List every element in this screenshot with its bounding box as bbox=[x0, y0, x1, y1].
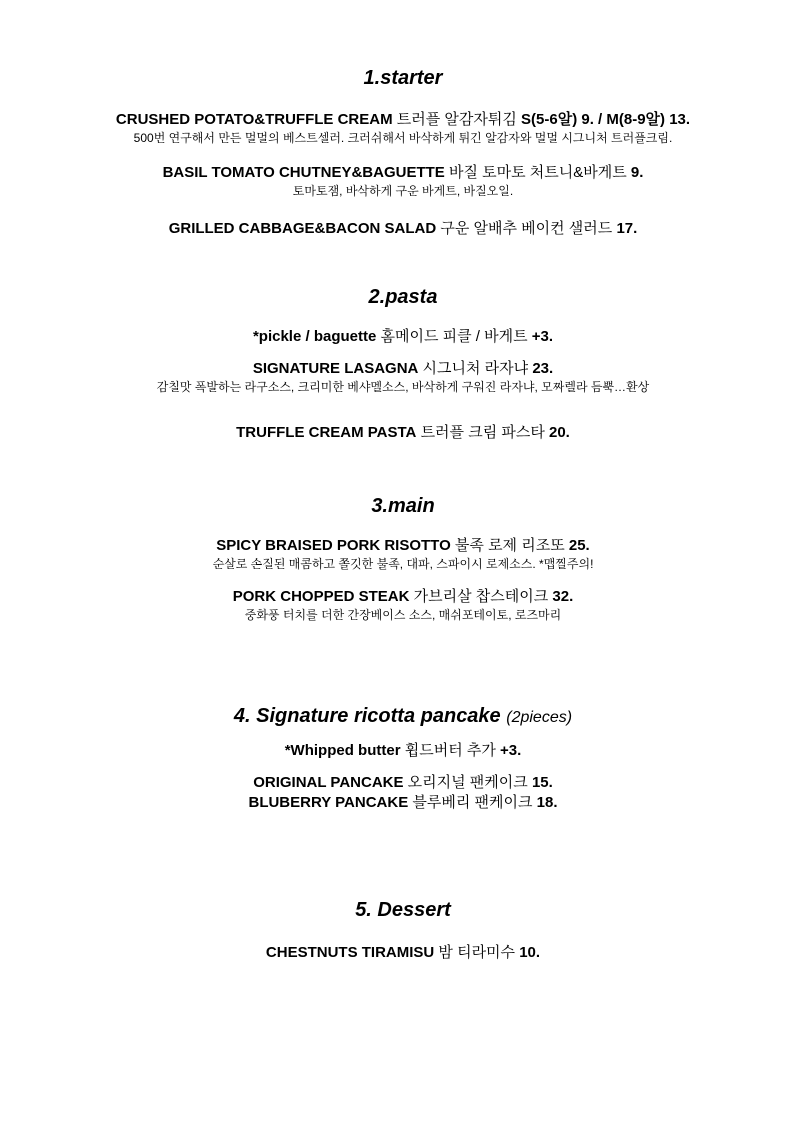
item-price: 9. bbox=[630, 164, 644, 181]
item-price: 23. bbox=[532, 360, 554, 377]
section-title-dessert: 5. Dessert bbox=[355, 899, 451, 921]
item-price: 15. bbox=[531, 774, 553, 791]
menu-item-blueberry-pancake bbox=[0, 794, 806, 812]
note-name-ko: 휩드버터 추가 bbox=[404, 742, 496, 759]
item-price: S(5-6알) 9. / M(8-9알) 13. bbox=[521, 111, 691, 128]
item-price: 20. bbox=[549, 424, 570, 441]
menu-item-signature-lasagna bbox=[0, 360, 806, 378]
item-name-en: GRILLED CABBAGE&BACON SALAD bbox=[168, 220, 437, 237]
section-title-main: 3.main bbox=[371, 495, 435, 517]
item-name-ko: 트러플 크림 파스타 bbox=[420, 424, 545, 441]
section-title-text: 4. Signature ricotta pancake bbox=[233, 705, 501, 727]
note-price: +3. bbox=[500, 742, 522, 759]
item-price: 10. bbox=[519, 944, 541, 961]
menu-item-pork-risotto bbox=[0, 537, 806, 555]
section-subtitle: (2pieces) bbox=[506, 709, 573, 726]
item-name-en: BLUBERRY PANCAKE bbox=[248, 794, 409, 811]
item-name-ko: 불족 로제 리조또 bbox=[454, 537, 565, 554]
item-description: 토마토잼, 바삭하게 구운 바게트, 바질오일. bbox=[292, 184, 514, 198]
note-name-en: *Whipped butter bbox=[284, 742, 401, 759]
item-name-ko: 블루베리 팬케이크 bbox=[412, 794, 533, 811]
section-title-pancake bbox=[0, 704, 806, 730]
item-name-ko: 트러플 알감자튀김 bbox=[396, 111, 517, 128]
item-name-ko: 구운 알배추 베이컨 샐러드 bbox=[440, 220, 613, 237]
item-name-ko: 시그니처 라자냐 bbox=[422, 360, 529, 377]
item-name-ko: 밤 티라미수 bbox=[438, 944, 516, 961]
section-title-pasta: 2.pasta bbox=[368, 286, 438, 308]
item-name-en: BASIL TOMATO CHUTNEY&BAGUETTE bbox=[162, 164, 445, 181]
note-name-ko: 홈메이드 피클 / 바게트 bbox=[380, 328, 528, 345]
item-description: 순살로 손질된 매콤하고 쫄깃한 불족, 대파, 스파이시 로제소스. *맵찔주의! bbox=[212, 557, 594, 571]
menu-item-chopped-steak bbox=[0, 588, 806, 606]
pasta-side-note bbox=[0, 328, 806, 346]
item-price: 17. bbox=[616, 220, 638, 237]
item-name-ko: 가브리살 찹스테이크 bbox=[413, 588, 549, 605]
menu-item-truffle-pasta bbox=[0, 424, 806, 442]
item-description: 감칠맛 폭발하는 라구소스, 크리미한 베샤멜소스, 바삭하게 구워진 라자냐, 모짜렐라 듬뿍…환상 bbox=[156, 380, 650, 394]
item-name-en: TRUFFLE CREAM PASTA bbox=[236, 424, 417, 441]
note-name-en: *pickle / baguette bbox=[252, 328, 377, 345]
item-name-ko: 오리지널 팬케이크 bbox=[407, 774, 528, 791]
menu-item-cabbage-salad bbox=[0, 220, 806, 238]
menu-item-original-pancake bbox=[0, 774, 806, 792]
item-description: 중화풍 터치를 더한 간장베이스 소스, 매쉬포테이토, 로즈마리 bbox=[244, 608, 562, 622]
item-price: 25. bbox=[568, 537, 590, 554]
pancake-side-note bbox=[0, 742, 806, 760]
item-name-ko: 바질 토마토 처트니&바게트 bbox=[448, 164, 627, 181]
item-name-en: CRUSHED POTATO&TRUFFLE CREAM bbox=[115, 111, 393, 128]
item-price: 18. bbox=[536, 794, 558, 811]
menu-item-chestnut-tiramisu bbox=[0, 944, 806, 962]
item-description: 500번 연구해서 만든 멀멀의 베스트셀러. 크러쉬해서 바삭하게 튀긴 알감자와 멀멀 시그니처 트러플크림. bbox=[133, 131, 673, 145]
section-title-starter: 1.starter bbox=[363, 67, 443, 89]
item-price: 32. bbox=[552, 588, 574, 605]
item-name-en: PORK CHOPPED STEAK bbox=[232, 588, 410, 605]
menu-item-crushed-potato bbox=[0, 111, 806, 129]
note-price: +3. bbox=[531, 328, 554, 345]
item-name-en: ORIGINAL PANCAKE bbox=[253, 774, 404, 791]
item-name-en: SPICY BRAISED PORK RISOTTO bbox=[216, 537, 451, 554]
item-name-en: SIGNATURE LASAGNA bbox=[252, 360, 419, 377]
menu-item-basil-tomato bbox=[0, 164, 806, 182]
item-name-en: CHESTNUTS TIRAMISU bbox=[265, 944, 435, 961]
